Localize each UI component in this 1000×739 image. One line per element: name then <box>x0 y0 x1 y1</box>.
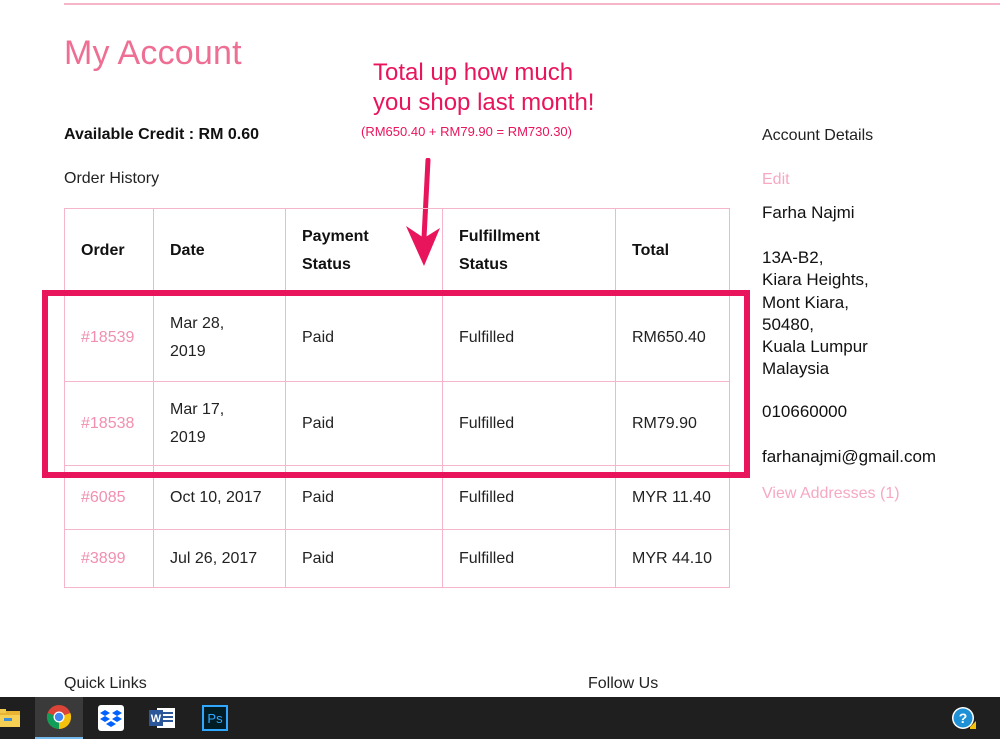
photoshop-icon-label: Ps <box>207 711 223 726</box>
address-line: Mont Kiara, <box>762 292 849 312</box>
customer-address <box>762 247 869 381</box>
payment-status-cell: Paid <box>286 382 443 466</box>
chrome-icon <box>46 704 72 730</box>
order-date-line1: Mar 28, <box>170 314 225 332</box>
dropbox-icon <box>98 705 124 731</box>
account-details-heading: Account Details <box>762 127 874 144</box>
fulfillment-status-cell: Fulfilled <box>443 466 616 530</box>
top-divider <box>64 3 1000 5</box>
order-total-cell: MYR 11.40 <box>616 466 730 530</box>
header-order: Order <box>65 209 154 294</box>
order-link[interactable]: #6085 <box>81 488 126 506</box>
order-total-cell: RM650.40 <box>616 294 730 382</box>
order-date-line1: Mar 17, <box>170 400 225 418</box>
customer-phone: 010660000 <box>762 402 848 421</box>
order-number-cell <box>65 530 154 588</box>
address-line: Kiara Heights, <box>762 270 869 290</box>
payment-status-cell: Paid <box>286 466 443 530</box>
header-payment-line1: Payment <box>302 228 369 245</box>
fulfillment-status-cell: Fulfilled <box>443 294 616 382</box>
taskbar-file-explorer[interactable] <box>0 697 32 739</box>
order-total-cell: RM79.90 <box>616 382 730 466</box>
order-date-line2: 2019 <box>170 428 206 446</box>
header-total: Total <box>616 209 730 294</box>
taskbar-chrome[interactable] <box>35 697 83 739</box>
order-link[interactable]: #3899 <box>81 549 126 567</box>
table-header-row <box>65 209 730 294</box>
header-fulfillment-line1: Fulfillment <box>459 228 540 245</box>
customer-email: farhanajmi@gmail.com <box>762 447 937 466</box>
order-date-cell: Jul 26, 2017 <box>154 530 286 588</box>
order-link[interactable]: #18538 <box>81 414 135 432</box>
order-date-line2: 2019 <box>170 342 206 360</box>
word-icon-letter: W <box>150 713 162 725</box>
footer-follow-us-heading: Follow Us <box>588 675 659 692</box>
footer-quick-links-heading: Quick Links <box>64 675 147 692</box>
help-icon <box>951 705 977 731</box>
view-addresses-link[interactable]: View Addresses (1) <box>762 485 900 502</box>
header-fulfillment-status <box>443 209 616 294</box>
address-line: Kuala Lumpur <box>762 337 868 357</box>
taskbar-dropbox[interactable] <box>87 697 135 739</box>
word-icon <box>149 706 177 730</box>
address-line: 50480, <box>762 314 814 334</box>
header-payment-status <box>286 209 443 294</box>
order-history-heading: Order History <box>64 170 160 187</box>
fulfillment-status-cell: Fulfilled <box>443 530 616 588</box>
annotation-highlight-box <box>42 290 750 478</box>
order-date-cell: Oct 10, 2017 <box>154 466 286 530</box>
table-row <box>65 530 730 588</box>
fulfillment-status-cell: Fulfilled <box>443 382 616 466</box>
taskbar-word[interactable] <box>139 697 187 739</box>
payment-status-cell: Paid <box>286 530 443 588</box>
header-date: Date <box>154 209 286 294</box>
available-credit: Available Credit : RM 0.60 <box>64 126 260 143</box>
customer-name: Farha Najmi <box>762 203 855 222</box>
order-link[interactable]: #18539 <box>81 328 135 346</box>
annotation-text-line1: Total up how much <box>373 59 574 86</box>
order-total-cell: MYR 44.10 <box>616 530 730 588</box>
photoshop-icon <box>202 705 228 731</box>
taskbar-photoshop[interactable] <box>191 697 239 739</box>
file-explorer-icon <box>0 707 21 729</box>
windows-taskbar <box>0 697 1000 739</box>
annotation-sum: (RM650.40 + RM79.90 = RM730.30) <box>361 124 572 139</box>
header-payment-line2: Status <box>302 256 351 273</box>
edit-account-link[interactable]: Edit <box>762 171 790 188</box>
taskbar-help[interactable] <box>940 697 988 739</box>
address-line: Malaysia <box>762 359 830 379</box>
page-title: My Account <box>64 34 242 72</box>
header-fulfillment-line2: Status <box>459 256 508 273</box>
address-line: 13A-B2, <box>762 248 824 267</box>
help-icon-glyph: ? <box>958 710 968 726</box>
annotation-text-line2: you shop last month! <box>373 89 595 116</box>
payment-status-cell: Paid <box>286 294 443 382</box>
